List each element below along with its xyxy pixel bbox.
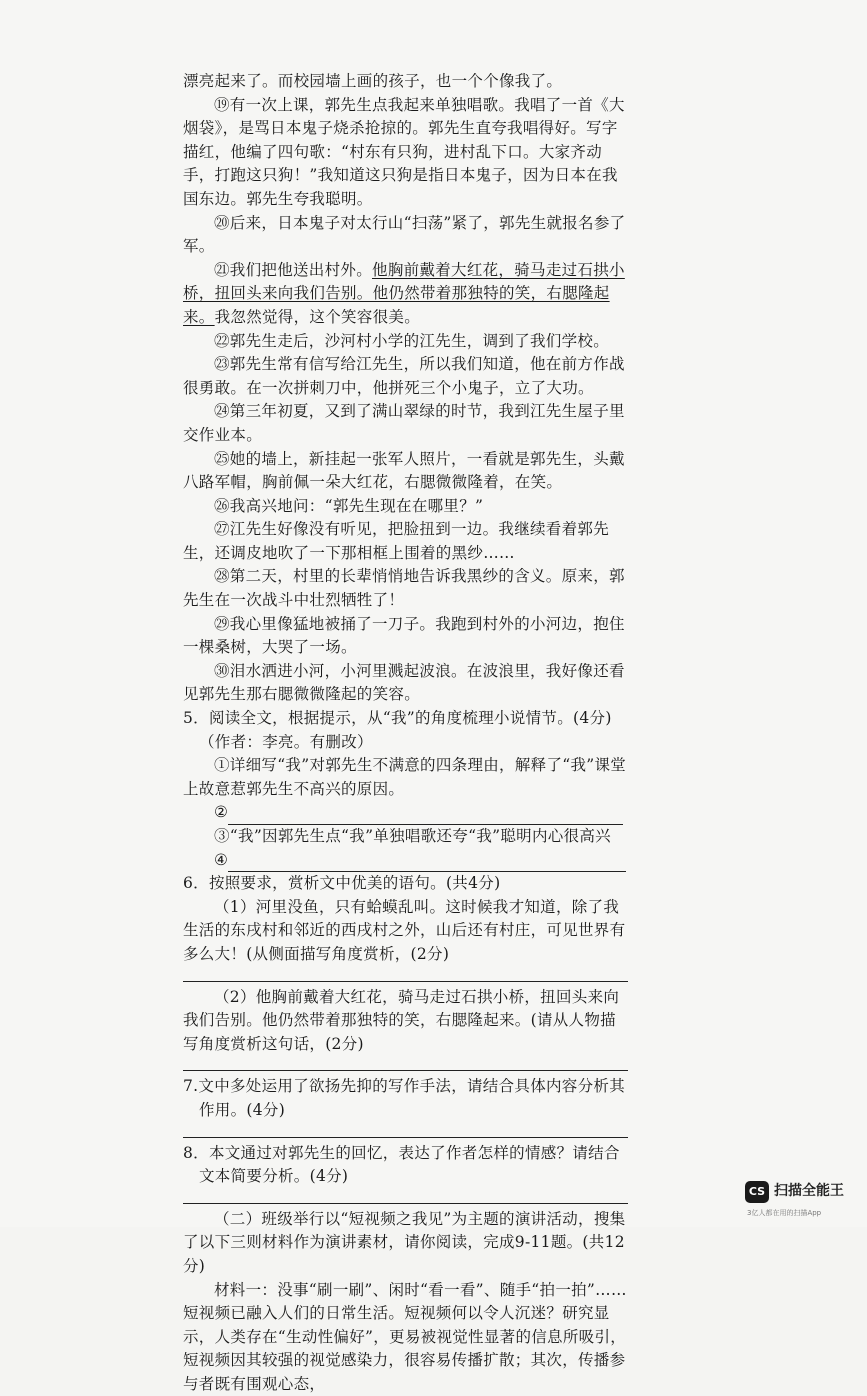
question-6-part-1: （1）河里没鱼，只有蛤蟆乱叫。这时候我才知道，除了我生活的东戌村和邻近的西戌村之外，山后还有村庄，可见世界有多么大！(从侧面描写角度赏析，(2分) <box>183 896 628 967</box>
watermark-app-name: 扫描全能王 <box>774 1180 844 1200</box>
question-6-part-2: （2）他胸前戴着大红花，骑马走过石拱小桥，扭回头来向我们告别。他仍然带着那独特的笑，右腮隆起来。(请从人物描写角度赏析这句话，(2分) <box>183 986 628 1057</box>
paragraph-25: ㉕她的墙上，新挂起一张军人照片，一看就是郭先生，头戴八路军帽，胸前佩一朵大红花，右腮微微隆着，在笑。 <box>183 448 628 495</box>
paragraph-21 <box>183 259 628 330</box>
question-7: 7.文中多处运用了欲扬先抑的写作手法，请结合具体内容分析其作用。(4分) <box>183 1075 628 1122</box>
answer-line-7[interactable] <box>183 1123 628 1138</box>
paragraph-28: ㉘第二天，村里的长辈悄悄地告诉我黑纱的含义。原来，郭先生在一次战斗中壮烈牺牲了！ <box>183 565 628 612</box>
paragraph-22: ㉒郭先生走后，沙河村小学的江先生，调到了我们学校。 <box>183 330 628 354</box>
paragraph-continuation: 漂亮起来了。而校园墙上画的孩子，也一个个像我了。 <box>183 70 628 94</box>
paragraph-24: ㉔第三年初夏，又到了满山翠绿的时节，我到江先生屋子里交作业本。 <box>183 400 628 447</box>
paragraph-21-end: 我忽然觉得，这个笑容很美。 <box>215 308 420 326</box>
answer-blank-4[interactable] <box>228 856 626 872</box>
paragraph-19: ⑲有一次上课，郭先生点我起来单独唱歌。我唱了一首《大烟袋》，是骂日本鬼子烧杀抢掠的。郭先生直夸我唱得好。写字描红，他编了四句歌：“村东有只狗，进村乱下口。大家齐动手，打跑这只狗！”我知道这只狗是指日本鬼子，因为日本在我国东边。郭先生夸我聪明。 <box>183 94 628 212</box>
document-body <box>183 70 628 1396</box>
question-6: 6．按照要求，赏析文中优美的语句。(共4分) <box>183 872 628 896</box>
underlined-sentence: 他胸前戴着大红花，骑马走过石拱小桥，扭回头来向我们告别。他仍然带着那独特的笑，右腮隆起来。 <box>183 261 625 326</box>
paragraph-23: ㉓郭先生常有信写给江先生，所以我们知道，他在前方作战很勇敢。在一次拼刺刀中，他拼死三个小鬼子，立了大功。 <box>183 353 628 400</box>
answer-blank-2[interactable] <box>228 809 623 825</box>
item-2-label: ② <box>214 803 228 821</box>
answer-line-6-1[interactable] <box>183 967 628 982</box>
answer-line-8[interactable] <box>183 1189 628 1204</box>
item-4-label: ④ <box>214 851 228 869</box>
question-5-item-3: ③“我”因郭先生点“我”单独唱歌还夸“我”聪明内心很高兴 <box>183 825 628 849</box>
answer-line-6-2[interactable] <box>183 1056 628 1071</box>
paragraph-30: ㉚泪水洒进小河，小河里溅起波浪。在波浪里，我好像还看见郭先生那右腮微微隆起的笑容。 <box>183 660 628 707</box>
question-5-item-2 <box>183 801 628 825</box>
question-5: 5．阅读全文，根据提示，从“我”的角度梳理小说情节。(4分)（作者：李亮。有删改） <box>183 707 628 754</box>
section-2-intro: （二）班级举行以“短视频之我见”为主题的演讲活动，搜集了以下三则材料作为演讲素材，请你阅读，完成9-11题。(共12分) <box>183 1208 628 1279</box>
watermark-tagline: 3亿人都在用的扫描App <box>747 1208 821 1218</box>
scanner-watermark <box>745 1178 855 1218</box>
paragraph-21-start: ㉑我们把他送出村外。 <box>214 261 372 279</box>
camscanner-logo-icon: CS <box>745 1181 769 1203</box>
paragraph-26: ㉖我高兴地问：“郭先生现在在哪里？” <box>183 495 628 519</box>
paragraph-20: ⑳后来，日本鬼子对太行山“扫荡”紧了，郭先生就报名参了军。 <box>183 212 628 259</box>
question-5-item-4 <box>183 849 628 873</box>
question-8: 8．本文通过对郭先生的回忆，表达了作者怎样的情感？请结合文本简要分析。(4分) <box>183 1142 628 1189</box>
paragraph-29: ㉙我心里像猛地被捅了一刀子。我跑到村外的小河边，抱住一棵桑树，大哭了一场。 <box>183 613 628 660</box>
material-1: 材料一：没事“刷一刷”、闲时“看一看”、随手“拍一拍”……短视频已融入人们的日常生活。短视频何以令人沉迷？研究显示，人类存在“生动性偏好”，更易被视觉性显著的信息所吸引，短视频因其较强的视觉感染力，很容易传播扩散；其次，传播参与者既有围观心态， <box>183 1279 628 1396</box>
paragraph-27: ㉗江先生好像没有听见，把脸扭到一边。我继续看着郭先生，还调皮地吹了一下那相框上围着的黑纱…… <box>183 518 628 565</box>
question-5-item-1: ①详细写“我”对郭先生不满意的四条理由，解释了“我”课堂上故意惹郭先生不高兴的原因。 <box>183 754 628 801</box>
